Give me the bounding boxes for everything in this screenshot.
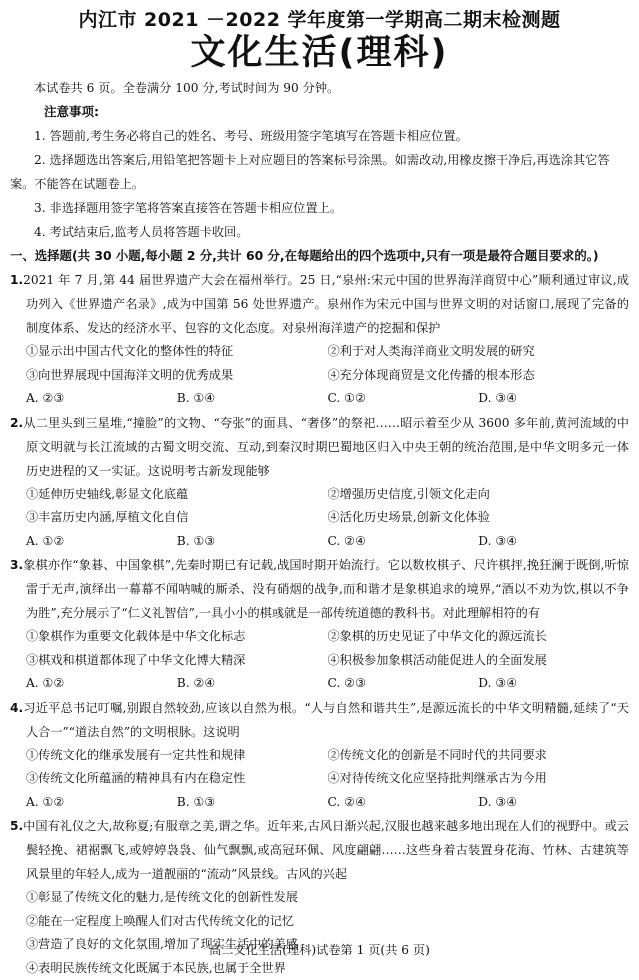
question-text: 从二里头到三星堆,“撞脸”的文物、“夸张”的面具、“奢侈”的祭祀……昭示着至少从 3600 多年前,黄河流域的中原文明就与长江流域的古蜀文明交流、互动,到秦汉时期巴蜀地区归入中央王朝的统治范围,是中华文明多元一体历史进程的又一实证。这说明考古新发现能够 — [23, 416, 629, 478]
page-footer: 高二文化生活(理科)试卷第 1 页(共 6 页) — [0, 940, 639, 960]
answer-choice: A. ②③ — [26, 387, 177, 411]
question-stem — [10, 411, 629, 483]
answer-choice: C. ①② — [328, 387, 479, 411]
option-statement: ④充分体现商贸是文化传播的根本形态 — [328, 364, 630, 388]
answer-choice: A. ①② — [26, 530, 177, 554]
answer-choice: B. ①④ — [177, 387, 328, 411]
option-statement: ②能在一定程度上唤醒人们对古代传统文化的记忆 — [26, 910, 629, 934]
question-text: 2021 年 7 月,第 44 届世界遗产大会在福州举行。25 日,“泉州:宋元中国的世界海洋商贸中心”顺利通过审议,成功列入《世界遗产名录》,成为中国第 56 处世界遗产。泉州作为宋元中国与世界文明的对话窗口,展现了完备的制度体系、发达的经济水平、包容的文化态度。对泉州海洋遗产的挖掘和保护 — [23, 273, 629, 335]
option-statement: ④对待传统文化应坚持批判继承古为今用 — [328, 767, 630, 791]
question-text: 象棋亦作“象碁、中国象棋”,先秦时期已有记载,战国时期开始流行。它以数枚棋子、尺许棋抨,挽狂澜于既倒,听惊雷于无声,演绎出一幕幕不闻呐喊的厮杀、没有硝烟的战争,而和谐才是象棋追求的境界,“酒以不劝为饮,棋以不争为胜”,充分展示了“仁义礼智信”,一具小小的棋彧就是一部传统道德的教科书。对此理解相符的有 — [23, 558, 629, 620]
option-statement: ③丰富历史内涵,厚植文化自信 — [26, 506, 328, 530]
question-text: 习近平总书记叮嘱,别跟自然较劲,应该以自然为根。“人与自然和谐共生”,是源远流长的中华文明精髓,延续了“天人合一”“道法自然”的文明根脉。这说明 — [23, 701, 629, 739]
question-4 — [10, 696, 629, 815]
exam-intro: 本试卷共 6 页。全卷满分 100 分,考试时间为 90 分钟。 — [10, 76, 629, 100]
option-statement: ①彰显了传统文化的魅力,是传统文化的创新性发展 — [26, 886, 629, 910]
question-stem — [10, 814, 629, 886]
section-heading: 一、选择题(共 30 小题,每小题 2 分,共计 60 分,在每题给出的四个选项中,只有一项是最符合题目要求的。) — [10, 244, 629, 268]
question-stem — [10, 696, 629, 744]
option-statement: ③营造了良好的文化氛围,增加了现实生活中的美感 — [26, 933, 629, 957]
question-2 — [10, 411, 629, 554]
option-list — [10, 744, 629, 791]
question-number: 3. — [10, 558, 23, 572]
answer-choice: B. ①③ — [177, 791, 328, 815]
question-text: 中国有礼仪之大,故称夏;有服章之美,谓之华。近年来,古风日渐兴起,汉服也越来越多地出现在人们的视野中。或云鬓轻挽、裙裾飘飞,或婷婷袅袅、仙气飘飘,或高冠环佩、风度翩翩……这些身着古装置身花海、竹林、古建筑等风景里的年轻人,成为一道靓丽的“流动”风景线。古风的兴起 — [23, 819, 629, 881]
answer-choice: C. ②④ — [328, 791, 479, 815]
notice-item: 3. 非选择题用签字笔将答案直接答在答题卡相应位置上。 — [10, 196, 629, 220]
option-statement: ②传统文化的创新是不同时代的共同要求 — [328, 744, 630, 768]
option-list — [10, 625, 629, 672]
option-statement: ③棋戏和棋道都体现了中华文化博大精深 — [26, 649, 328, 673]
answer-choice: D. ③④ — [478, 791, 629, 815]
option-statement: ④活化历史场景,创新文化体验 — [328, 506, 630, 530]
answer-choices — [10, 791, 629, 815]
answer-choice: B. ②④ — [177, 672, 328, 696]
question-number: 1. — [10, 273, 23, 287]
answer-choice: C. ②④ — [328, 530, 479, 554]
question-stem — [10, 268, 629, 340]
option-statement: ②象棋的历史见证了中华文化的源远流长 — [328, 625, 630, 649]
question-number: 2. — [10, 416, 23, 430]
answer-choices — [10, 530, 629, 554]
answer-choice: A. ①② — [26, 791, 177, 815]
option-statement: ①延伸历史轴线,彰显文化底蕴 — [26, 483, 328, 507]
notice-item: 2. 选择题选出答案后,用铅笔把答题卡上对应题目的答案标号涂黑。如需改动,用橡皮擦干净后,再选涂其它答案。不能答在试题卷上。 — [10, 148, 629, 196]
option-statement: ①传统文化的继承发展有一定共性和规律 — [26, 744, 328, 768]
question-stem — [10, 553, 629, 625]
answer-choices — [10, 387, 629, 411]
answer-choice: D. ③④ — [478, 672, 629, 696]
answer-choice: B. ①③ — [177, 530, 328, 554]
option-statement: ④积极参加象棋活动能促进人的全面发展 — [328, 649, 630, 673]
notice-item: 4. 考试结束后,监考人员将答题卡收回。 — [10, 220, 629, 244]
option-statement: ④表明民族传统文化既属于本民族,也属于全世界 — [26, 957, 629, 980]
question-list — [10, 268, 629, 980]
option-statement: ①显示出中国古代文化的整体性的特征 — [26, 340, 328, 364]
option-statement: ①象棋作为重要文化载体是中华文化标志 — [26, 625, 328, 649]
answer-choice: D. ③④ — [478, 387, 629, 411]
notice-heading: 注意事项: — [10, 100, 629, 124]
exam-title: 内江市 2021 －2022 学年度第一学期高二期末检测题 — [10, 8, 629, 32]
answer-choice: C. ②③ — [328, 672, 479, 696]
option-statement: ③传统文化所蕴涵的精神具有内在稳定性 — [26, 767, 328, 791]
answer-choice: D. ③④ — [478, 530, 629, 554]
question-number: 4. — [10, 701, 23, 715]
option-statement: ②利于对人类海洋商业文明发展的研究 — [328, 340, 630, 364]
option-statement: ③向世界展现中国海洋文明的优秀成果 — [26, 364, 328, 388]
option-list — [10, 340, 629, 387]
question-3 — [10, 553, 629, 696]
question-1 — [10, 268, 629, 411]
option-statement: ②增强历史信度,引领文化走向 — [328, 483, 630, 507]
option-list — [10, 483, 629, 530]
exam-subject: 文化生活(理科) — [10, 32, 629, 74]
answer-choices — [10, 672, 629, 696]
question-number: 5. — [10, 819, 23, 833]
answer-choice: A. ①② — [26, 672, 177, 696]
option-list — [10, 886, 629, 980]
notice-item: 1. 答题前,考生务必将自己的姓名、考号、班级用签字笔填写在答题卡相应位置。 — [10, 124, 629, 148]
